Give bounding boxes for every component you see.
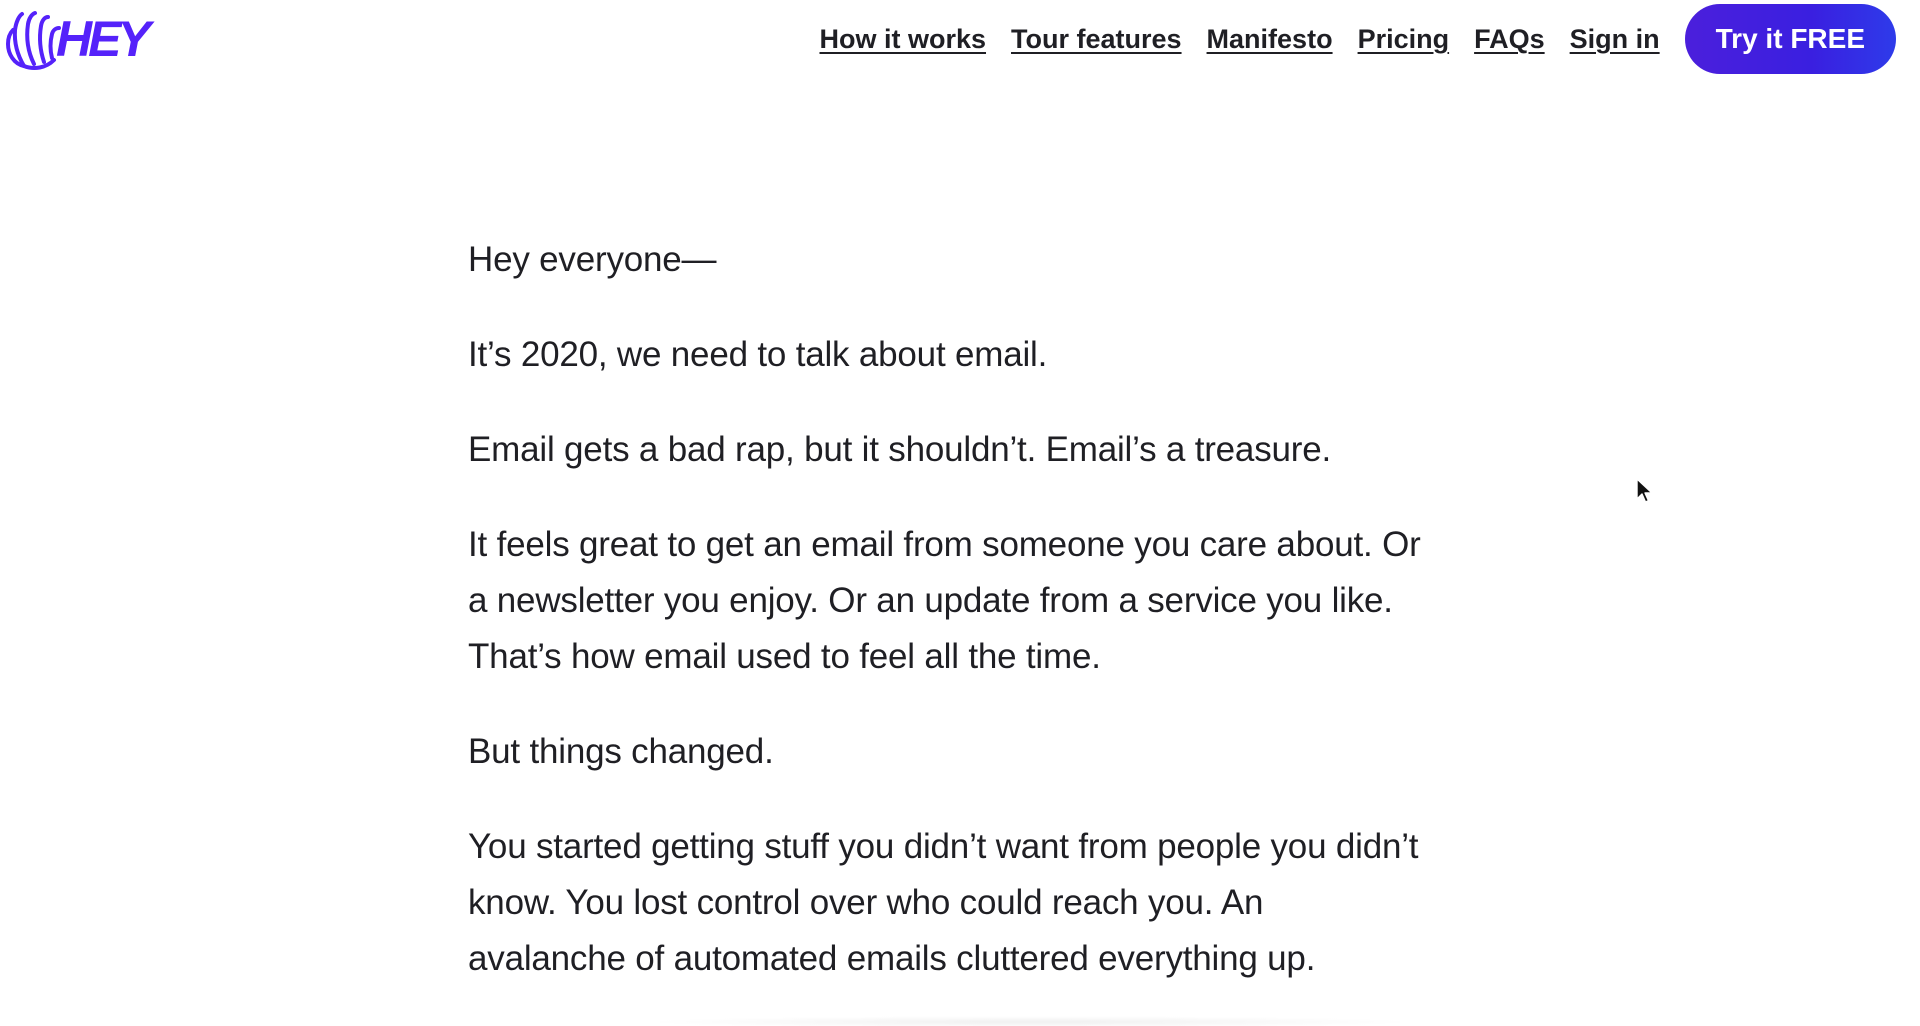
mouse-pointer-icon: [1636, 478, 1654, 506]
letter-paragraph-avalanche: You started getting stuff you didn’t want from people you didn’t know. You lost control over who could reach you. An avalanche of automated emails cluttered everything up.: [468, 827, 1419, 978]
nav-faqs[interactable]: FAQs: [1474, 23, 1545, 54]
hey-logo[interactable]: [4, 6, 154, 72]
nav-sign-in[interactable]: Sign in: [1569, 23, 1660, 54]
bottom-fade-shadow: [640, 1016, 1420, 1026]
logo-wordmark: HEY: [56, 11, 147, 67]
nav-pricing[interactable]: Pricing: [1357, 23, 1450, 54]
letter-paragraph-treasure: Email gets a bad rap, but it shouldn’t. Email’s a treasure.: [468, 430, 1332, 469]
try-it-free-button[interactable]: Try it FREE: [1685, 4, 1896, 74]
letter-paragraph-feels-great: It feels great to get an email from someone you care about. Or a newsletter you enjoy. Or an update from a service you like. That’s how email used to feel all the time.: [468, 525, 1421, 676]
nav-how-it-works[interactable]: How it works: [819, 23, 987, 54]
nav-manifesto[interactable]: Manifesto: [1206, 23, 1333, 54]
letter-paragraph-things-changed: But things changed.: [468, 732, 774, 771]
letter-paragraph-greeting: Hey everyone—: [468, 240, 717, 279]
site-header: [0, 0, 1920, 80]
nav-tour-features[interactable]: Tour features: [1011, 23, 1182, 54]
letter-paragraph-2020: It’s 2020, we need to talk about email.: [468, 335, 1048, 374]
manifesto-letter: [468, 232, 1428, 1026]
main-nav: [794, 4, 1896, 74]
